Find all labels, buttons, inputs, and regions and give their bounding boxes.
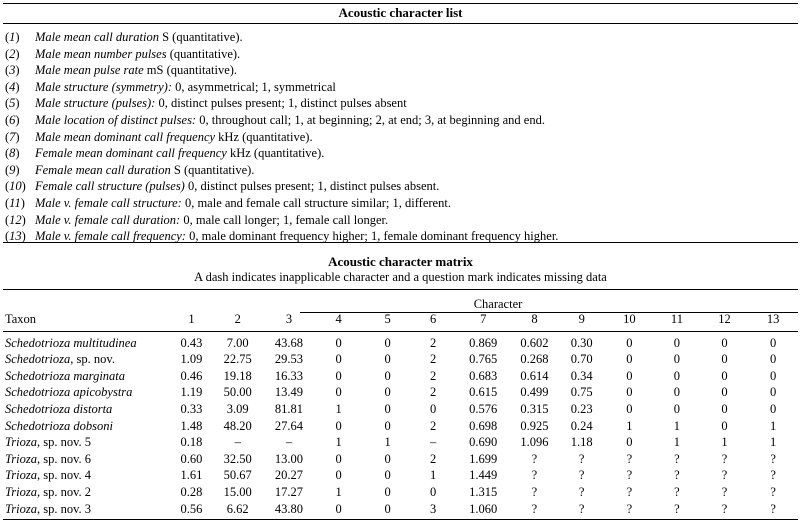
value-cell: 20.27 [274, 468, 304, 483]
value-cell: 0 [770, 401, 777, 416]
character-name: Male mean dominant call frequency [35, 129, 216, 144]
value-cell: ? [770, 451, 776, 466]
value-cell: 0 [721, 401, 728, 416]
value-cell: 0 [626, 401, 633, 416]
value-cell: ? [626, 468, 633, 483]
character-name: Female mean call duration [35, 162, 171, 177]
character-description: 0, male call longer; 1, female call longer. [180, 212, 389, 227]
character-number: (11) [5, 195, 25, 210]
value-cell: 7.00 [226, 335, 249, 350]
value-cell: 0.576 [469, 401, 498, 416]
value-cell: 32.50 [223, 451, 252, 466]
table-row [3, 401, 798, 418]
value-cell: 0 [770, 352, 777, 367]
value-cell: 0 [673, 335, 681, 350]
character-name: Female call structure (pulses) [35, 179, 185, 194]
value-cell: 0 [673, 352, 681, 367]
value-cell: 50.00 [223, 385, 252, 400]
matrix-top-rule [3, 289, 798, 290]
value-cell: 0.499 [520, 385, 549, 400]
value-cell: ? [531, 451, 538, 466]
character-number: (13) [5, 229, 26, 244]
character-number: (6) [5, 112, 20, 127]
value-cell: 0 [335, 468, 342, 483]
value-cell: 1 [429, 468, 437, 483]
value-cell: 0.268 [520, 352, 549, 367]
value-cell: ? [531, 468, 538, 483]
taxon-cell: Trioza, sp. nov. 4 [5, 468, 92, 483]
value-cell: 0.315 [520, 401, 549, 416]
matrix-title: Acoustic character matrix [328, 254, 473, 269]
value-cell: 0.43 [180, 335, 203, 350]
value-cell: 0 [721, 335, 728, 350]
character-number: (9) [5, 162, 20, 177]
character-item [5, 162, 795, 179]
table-row [3, 351, 798, 368]
value-cell: 6.62 [226, 501, 249, 516]
column-header: 6 [429, 312, 437, 326]
matrix-bottom-rule [3, 519, 798, 520]
character-description: kHz (quantitative). [226, 146, 325, 161]
value-cell: 0 [335, 451, 342, 466]
value-cell: 0 [335, 352, 342, 367]
column-header: 2 [234, 312, 241, 326]
character-description: 0, male dominant frequency higher; 1, female dominant frequency higher. [185, 229, 559, 244]
value-cell: 0 [335, 368, 342, 383]
value-cell: 0.34 [570, 368, 593, 383]
character-number: (1) [5, 30, 20, 44]
value-cell: 1 [721, 435, 728, 450]
value-cell: 0 [384, 451, 391, 466]
table-row [3, 331, 798, 352]
value-cell: 1 [770, 418, 777, 433]
value-cell: 16.33 [274, 368, 304, 383]
value-cell: 15.00 [223, 484, 252, 499]
value-cell: 22.75 [223, 352, 252, 367]
value-cell: 0.698 [469, 418, 498, 433]
value-cell: 0 [626, 352, 633, 367]
value-cell: – [429, 435, 437, 450]
value-cell: ? [721, 468, 728, 483]
column-header: 3 [285, 312, 293, 326]
value-cell: 0.46 [180, 368, 203, 383]
value-cell: 2 [429, 418, 437, 433]
value-cell: 0.925 [520, 418, 549, 433]
character-item [5, 145, 795, 162]
value-cell: 13.49 [274, 385, 304, 400]
character-item [5, 95, 795, 112]
value-cell: 19.18 [223, 368, 252, 383]
value-cell: 48.20 [223, 418, 252, 433]
value-cell: – [234, 435, 241, 450]
value-cell: 0 [429, 484, 437, 499]
value-cell: ? [531, 484, 538, 499]
value-cell: ? [626, 451, 633, 466]
matrix-body [3, 331, 798, 518]
value-cell: 1 [673, 418, 681, 433]
value-cell: 0.30 [570, 335, 593, 350]
taxon-cell: Trioza, sp. nov. 3 [5, 501, 92, 516]
value-cell: 29.53 [274, 352, 304, 367]
value-cell: 17.27 [274, 484, 304, 499]
column-header: 10 [623, 312, 636, 326]
value-cell: 0 [721, 418, 728, 433]
value-cell: 1.096 [520, 435, 549, 450]
value-cell: 1.699 [469, 451, 498, 466]
matrix-subtitle: A dash indicates inapplicable character and a question mark indicates missing data [194, 270, 607, 284]
value-cell: ? [721, 501, 728, 516]
character-description: 0, distinct pulses present; 1, distinct pulses absent [155, 96, 407, 111]
value-cell: 0.23 [570, 401, 593, 416]
top-rule [3, 3, 798, 4]
value-cell: ? [674, 468, 680, 483]
value-cell: ? [674, 501, 680, 516]
value-cell: 0 [335, 335, 342, 350]
value-cell: 0.765 [469, 352, 498, 367]
value-cell: 0 [384, 368, 391, 383]
value-cell: 0.24 [570, 418, 593, 433]
taxon-cell: Trioza, sp. nov. 2 [5, 484, 92, 499]
value-cell: 0 [770, 385, 777, 400]
value-cell: 1 [770, 435, 777, 450]
value-cell: 0.33 [180, 401, 203, 416]
value-cell: 13.00 [274, 451, 304, 466]
value-cell: 1 [335, 484, 342, 499]
value-cell: 0 [384, 401, 391, 416]
value-cell: 0 [770, 335, 777, 350]
character-name: Female mean dominant call frequency [35, 146, 227, 161]
matrix-header-rule [3, 331, 798, 332]
character-item [5, 62, 795, 79]
character-name: Male v. female call structure: [35, 195, 182, 210]
character-item [5, 79, 795, 96]
column-header: 13 [766, 312, 780, 326]
value-cell: 1 [335, 435, 342, 450]
value-cell: 0.56 [180, 501, 203, 516]
table-row [3, 368, 798, 385]
value-cell: – [285, 435, 293, 450]
value-cell: 0 [335, 418, 342, 433]
value-cell: 0 [429, 401, 437, 416]
value-cell: 2 [429, 368, 437, 383]
character-name: Male v. female call frequency: [35, 229, 186, 244]
character-number: (12) [5, 212, 26, 227]
value-cell: 0.615 [469, 385, 498, 400]
taxon-cell: Trioza, sp. nov. 5 [5, 435, 92, 450]
value-cell: 1 [384, 435, 391, 450]
character-description: S (quantitative). [158, 30, 243, 44]
value-cell: 0 [384, 352, 391, 367]
value-cell: 0 [626, 435, 633, 450]
value-cell: 1.449 [469, 468, 498, 483]
value-cell: ? [674, 451, 680, 466]
table-row [3, 484, 798, 501]
character-description: 0, distinct pulses present; 1, distinct pulses absent. [184, 179, 440, 194]
value-cell: 0 [721, 368, 728, 383]
table-row [3, 501, 798, 518]
value-cell: 0 [673, 401, 681, 416]
value-cell: 0 [626, 385, 633, 400]
character-item [5, 212, 795, 229]
character-description: S (quantitative). [170, 162, 255, 177]
value-cell: 0 [384, 501, 391, 516]
value-cell: 1.19 [180, 385, 203, 400]
taxon-cell: Schedotrioza apicobystra [5, 385, 133, 400]
value-cell: 0 [384, 335, 391, 350]
value-cell: ? [578, 501, 585, 516]
taxon-header: Taxon [5, 312, 37, 326]
column-header: 5 [384, 312, 391, 326]
value-cell: 1.09 [180, 352, 203, 367]
value-cell: 2 [429, 352, 437, 367]
value-cell: ? [674, 484, 680, 499]
value-cell: 0 [335, 501, 342, 516]
character-item [5, 195, 795, 212]
list-title-rule [3, 23, 798, 24]
value-cell: 0 [626, 368, 633, 383]
column-header: 7 [480, 312, 487, 326]
character-description: (quantitative). [166, 46, 241, 61]
value-cell: 3 [429, 501, 437, 516]
value-cell: 0 [770, 368, 777, 383]
value-cell: ? [626, 501, 633, 516]
value-cell: 0 [673, 368, 681, 383]
character-name: Male structure (pulses): [35, 96, 156, 111]
character-item [5, 46, 795, 63]
character-description: 0, male and female call structure similar; 1, different. [181, 195, 451, 210]
value-cell: 1 [673, 435, 681, 450]
character-name: Male mean call duration [35, 30, 159, 44]
column-header: 11 [670, 312, 683, 326]
character-item [5, 29, 795, 46]
value-cell: 81.81 [274, 401, 304, 416]
character-number: (2) [5, 46, 20, 61]
column-header: 8 [531, 312, 538, 326]
value-cell: 1.060 [469, 501, 498, 516]
value-cell: 1.61 [180, 468, 203, 483]
character-description: 0, throughout call; 1, at beginning; 2, at end; 3, at beginning and end. [196, 112, 545, 127]
table-row [3, 467, 798, 484]
value-cell: 0 [673, 385, 681, 400]
character-list [5, 29, 795, 245]
character-number: (10) [5, 179, 26, 194]
character-matrix-table [3, 311, 798, 517]
value-cell: 0.614 [520, 368, 549, 383]
value-cell: 0 [721, 385, 728, 400]
character-description: 0, asymmetrical; 1, symmetrical [172, 79, 336, 94]
character-name: Male mean pulse rate [35, 63, 144, 78]
value-cell: 43.68 [274, 335, 304, 350]
table-row [3, 418, 798, 435]
value-cell: 0.75 [570, 385, 593, 400]
list-bottom-rule [3, 242, 798, 243]
value-cell: 0.60 [180, 451, 203, 466]
character-group-header: Character [473, 297, 523, 311]
value-cell: 0 [335, 385, 342, 400]
character-name: Male v. female call duration: [35, 212, 181, 227]
taxon-cell: Schedotrioza marginata [5, 368, 126, 383]
value-cell: 1 [335, 401, 342, 416]
matrix-header-row [3, 311, 798, 331]
value-cell: ? [578, 484, 585, 499]
column-header: 4 [335, 312, 342, 326]
value-cell: 0.602 [520, 335, 549, 350]
value-cell: 0.28 [180, 484, 203, 499]
value-cell: 3.09 [226, 401, 249, 416]
value-cell: 43.80 [274, 501, 304, 516]
character-description: kHz (quantitative). [215, 129, 313, 144]
value-cell: 0 [721, 352, 728, 367]
value-cell: 1.315 [469, 484, 498, 499]
value-cell: 0 [384, 484, 391, 499]
character-item [5, 112, 795, 129]
column-header: 9 [578, 312, 585, 326]
value-cell: ? [721, 484, 728, 499]
value-cell: 2 [429, 335, 437, 350]
character-number: (4) [5, 79, 20, 94]
value-cell: ? [578, 468, 585, 483]
value-cell: 50.67 [223, 468, 252, 483]
value-cell: 1.48 [180, 418, 203, 433]
value-cell: 0.869 [469, 335, 498, 350]
character-name: Male mean number pulses [35, 46, 167, 61]
value-cell: 2 [429, 385, 437, 400]
value-cell: ? [721, 451, 728, 466]
value-cell: ? [531, 501, 538, 516]
table-row [3, 384, 798, 401]
value-cell: ? [770, 484, 776, 499]
list-title: Acoustic character list [338, 5, 463, 20]
taxon-cell: Schedotrioza distorta [5, 401, 113, 416]
value-cell: 1.18 [570, 435, 593, 450]
table-row [3, 434, 798, 451]
value-cell: ? [626, 484, 633, 499]
value-cell: 0 [626, 335, 633, 350]
character-number: (8) [5, 146, 20, 161]
character-number: (3) [5, 63, 20, 78]
taxon-cell: Schedotrioza multitudinea [5, 335, 137, 350]
value-cell: ? [770, 501, 776, 516]
character-name: Male structure (symmetry): [35, 79, 172, 94]
value-cell: 0.690 [469, 435, 498, 450]
taxon-cell: Schedotrioza dobsoni [5, 418, 113, 433]
value-cell: 0 [384, 468, 391, 483]
value-cell: ? [770, 468, 776, 483]
value-cell: 0.70 [570, 352, 593, 367]
character-description: mS (quantitative). [143, 63, 238, 78]
value-cell: 1 [626, 418, 633, 433]
value-cell: 0 [384, 385, 391, 400]
value-cell: 0 [384, 418, 391, 433]
character-number: (7) [5, 129, 20, 144]
column-header: 1 [188, 312, 195, 326]
taxon-cell: Schedotrioza, sp. nov. [5, 352, 115, 367]
value-cell: 0.18 [180, 435, 203, 450]
character-item [5, 129, 795, 146]
value-cell: ? [578, 451, 585, 466]
taxon-cell: Trioza, sp. nov. 6 [5, 451, 92, 466]
character-name: Male location of distinct pulses: [35, 112, 197, 127]
value-cell: 0.683 [469, 368, 498, 383]
value-cell: 2 [429, 451, 437, 466]
column-header: 12 [718, 312, 731, 326]
value-cell: 27.64 [274, 418, 304, 433]
table-row [3, 451, 798, 468]
character-number: (5) [5, 96, 20, 111]
character-item [5, 178, 795, 195]
